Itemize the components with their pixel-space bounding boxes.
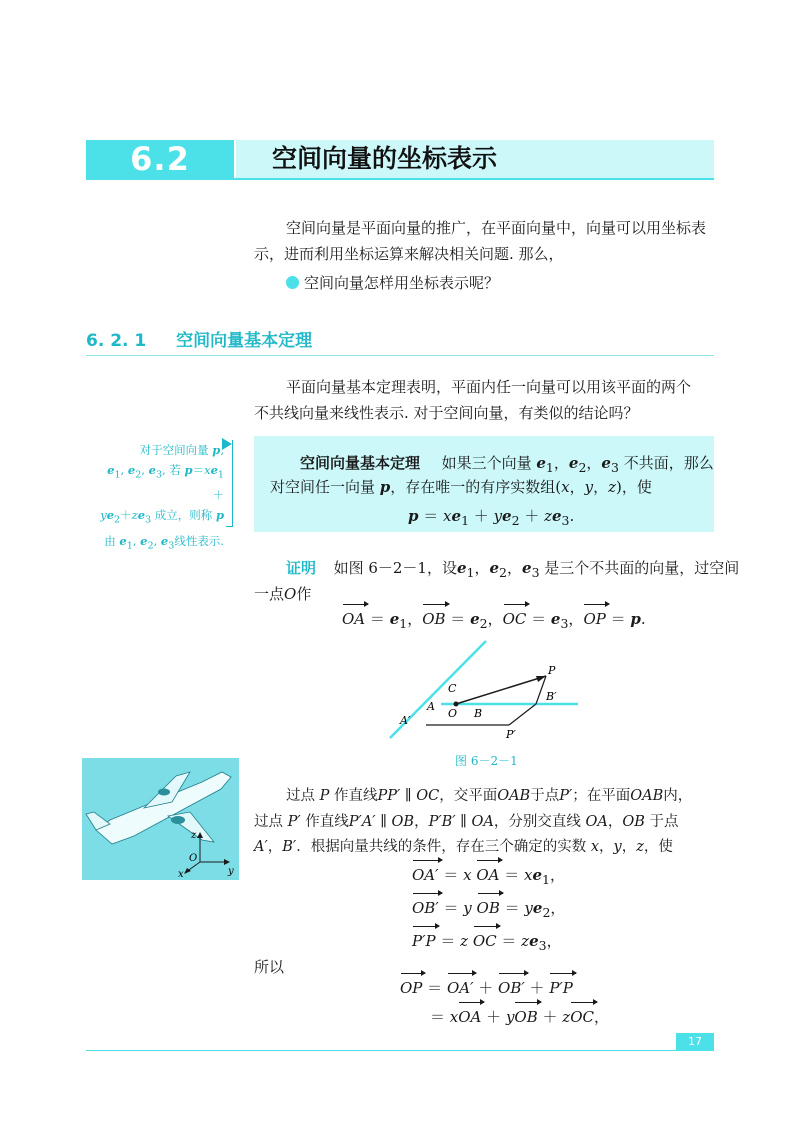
axis-y-label: y bbox=[228, 866, 234, 877]
label-c: C bbox=[448, 682, 457, 695]
proof-line-2: 一点O作 bbox=[254, 585, 312, 603]
airplane-engine-icon bbox=[158, 789, 170, 796]
margin-note: 对于空间向量 p, $e_1$, $e_2$, $e_3$, 若 $p=xe_1+$ $ye_2+ze_3$ 成立，则称 p 由 $e_1$, $e_2$, $e_3$线性表示. bbox=[100, 443, 224, 551]
subsection-title: 空间向量基本定理 bbox=[176, 331, 313, 351]
para3-line-1: 过点 P 作直线PP′ ∥ OC，交平面OAB于点P′；在平面OAB内， bbox=[286, 788, 693, 804]
airplane-photo bbox=[82, 758, 239, 880]
proof-line-1: 证明 如图 6－2－1，设$e_1$，$e_2$，$e_3$ 是三个不共面的向量，过空间 bbox=[286, 559, 740, 580]
label-o: O bbox=[448, 707, 458, 720]
figure-caption: 图 6－2－1 bbox=[455, 754, 518, 768]
proof-label: 证明 bbox=[286, 559, 317, 577]
subsection-heading bbox=[86, 326, 312, 351]
para2-line-1: 平面向量基本定理表明，平面内任一向量可以用该平面的两个 bbox=[286, 378, 692, 396]
page-footer-rule bbox=[86, 1050, 714, 1051]
axis-origin-label: O bbox=[189, 853, 198, 864]
airplane-engine-icon bbox=[171, 816, 185, 824]
label-p: P bbox=[548, 664, 556, 677]
para2-line-2: 不共线向量来线性表示. 对于空间向量，有类似的结论吗？ bbox=[254, 404, 639, 422]
theorem-name: 空间向量基本定理 bbox=[300, 454, 421, 472]
label-a: A bbox=[427, 700, 435, 713]
section-number: 6.2 bbox=[130, 140, 190, 178]
label-a-prime: A′ bbox=[400, 714, 411, 727]
section-rule bbox=[86, 178, 714, 180]
label-p-prime: P′ bbox=[506, 728, 516, 741]
para3-line-2: 过点 P′ 作直线P′A′ ∥ OB，P′B′ ∥ OA，分别交直线 OA，OB 于点 bbox=[254, 814, 679, 830]
margin-note-bracket bbox=[226, 440, 233, 527]
vector-op bbox=[456, 676, 546, 704]
label-b-prime: B′ bbox=[546, 690, 557, 703]
para3-line-3: A′，B′．根据向量共线的条件，存在三个确定的实数 x，y，z，使 bbox=[254, 839, 673, 855]
intro-line-2: 示，进而利用坐标运算来解决相关问题. 那么， bbox=[254, 245, 564, 263]
page-number: 17 bbox=[688, 1035, 702, 1048]
equation-p-prime-p: P′P ＝ z OC ＝ $ze_3$， bbox=[412, 928, 562, 959]
so-label: 所以 bbox=[254, 958, 285, 976]
theorem-line-2: 对空间任一向量 p，存在唯一的有序实数组(x，y，z)，使 bbox=[270, 478, 652, 496]
equation-op-result: ＝ xOA ＋ yOB ＋ zOC， bbox=[430, 1004, 609, 1030]
intro-question: 空间向量怎样用坐标表示呢？ bbox=[304, 274, 500, 292]
theorem-line-1: 空间向量基本定理 如果三个向量 $e_1$，$e_2$，$e_3$ 不共面，那么 bbox=[300, 454, 714, 475]
axis-x-label: x bbox=[178, 869, 184, 880]
intro-line-1: 空间向量是平面向量的推广，在平面向量中，向量可以用坐标表 bbox=[286, 219, 707, 237]
point-o bbox=[454, 702, 459, 707]
bullet-icon bbox=[286, 276, 299, 289]
label-b: B bbox=[474, 707, 483, 720]
equation-ob-prime: OB′ ＝ y OB ＝ $ye_2$， bbox=[412, 895, 565, 926]
margin-arrow-icon bbox=[222, 438, 232, 450]
segment-pp-bp bbox=[509, 704, 536, 725]
axis-z-label: z bbox=[191, 830, 197, 841]
subsection-number: 6. 2. 1 bbox=[86, 331, 147, 351]
figure-6-2-1 bbox=[386, 640, 586, 755]
subsection-rule bbox=[86, 355, 714, 356]
theorem-formula: $p = xe_1 + ye_2 + ze_3$. bbox=[408, 507, 575, 528]
section-title: 空间向量的坐标表示 bbox=[272, 144, 498, 173]
equation-oa-prime: OA′ ＝ x OA ＝ $xe_1$， bbox=[412, 862, 565, 893]
equation-op-sum: OP ＝ OA′ ＋ OB′ ＋ P′P bbox=[400, 975, 573, 1001]
vector-definitions: OA ＝ $e_1$，OB ＝ $e_2$，OC ＝ $e_3$，OP ＝ p. bbox=[342, 606, 646, 637]
